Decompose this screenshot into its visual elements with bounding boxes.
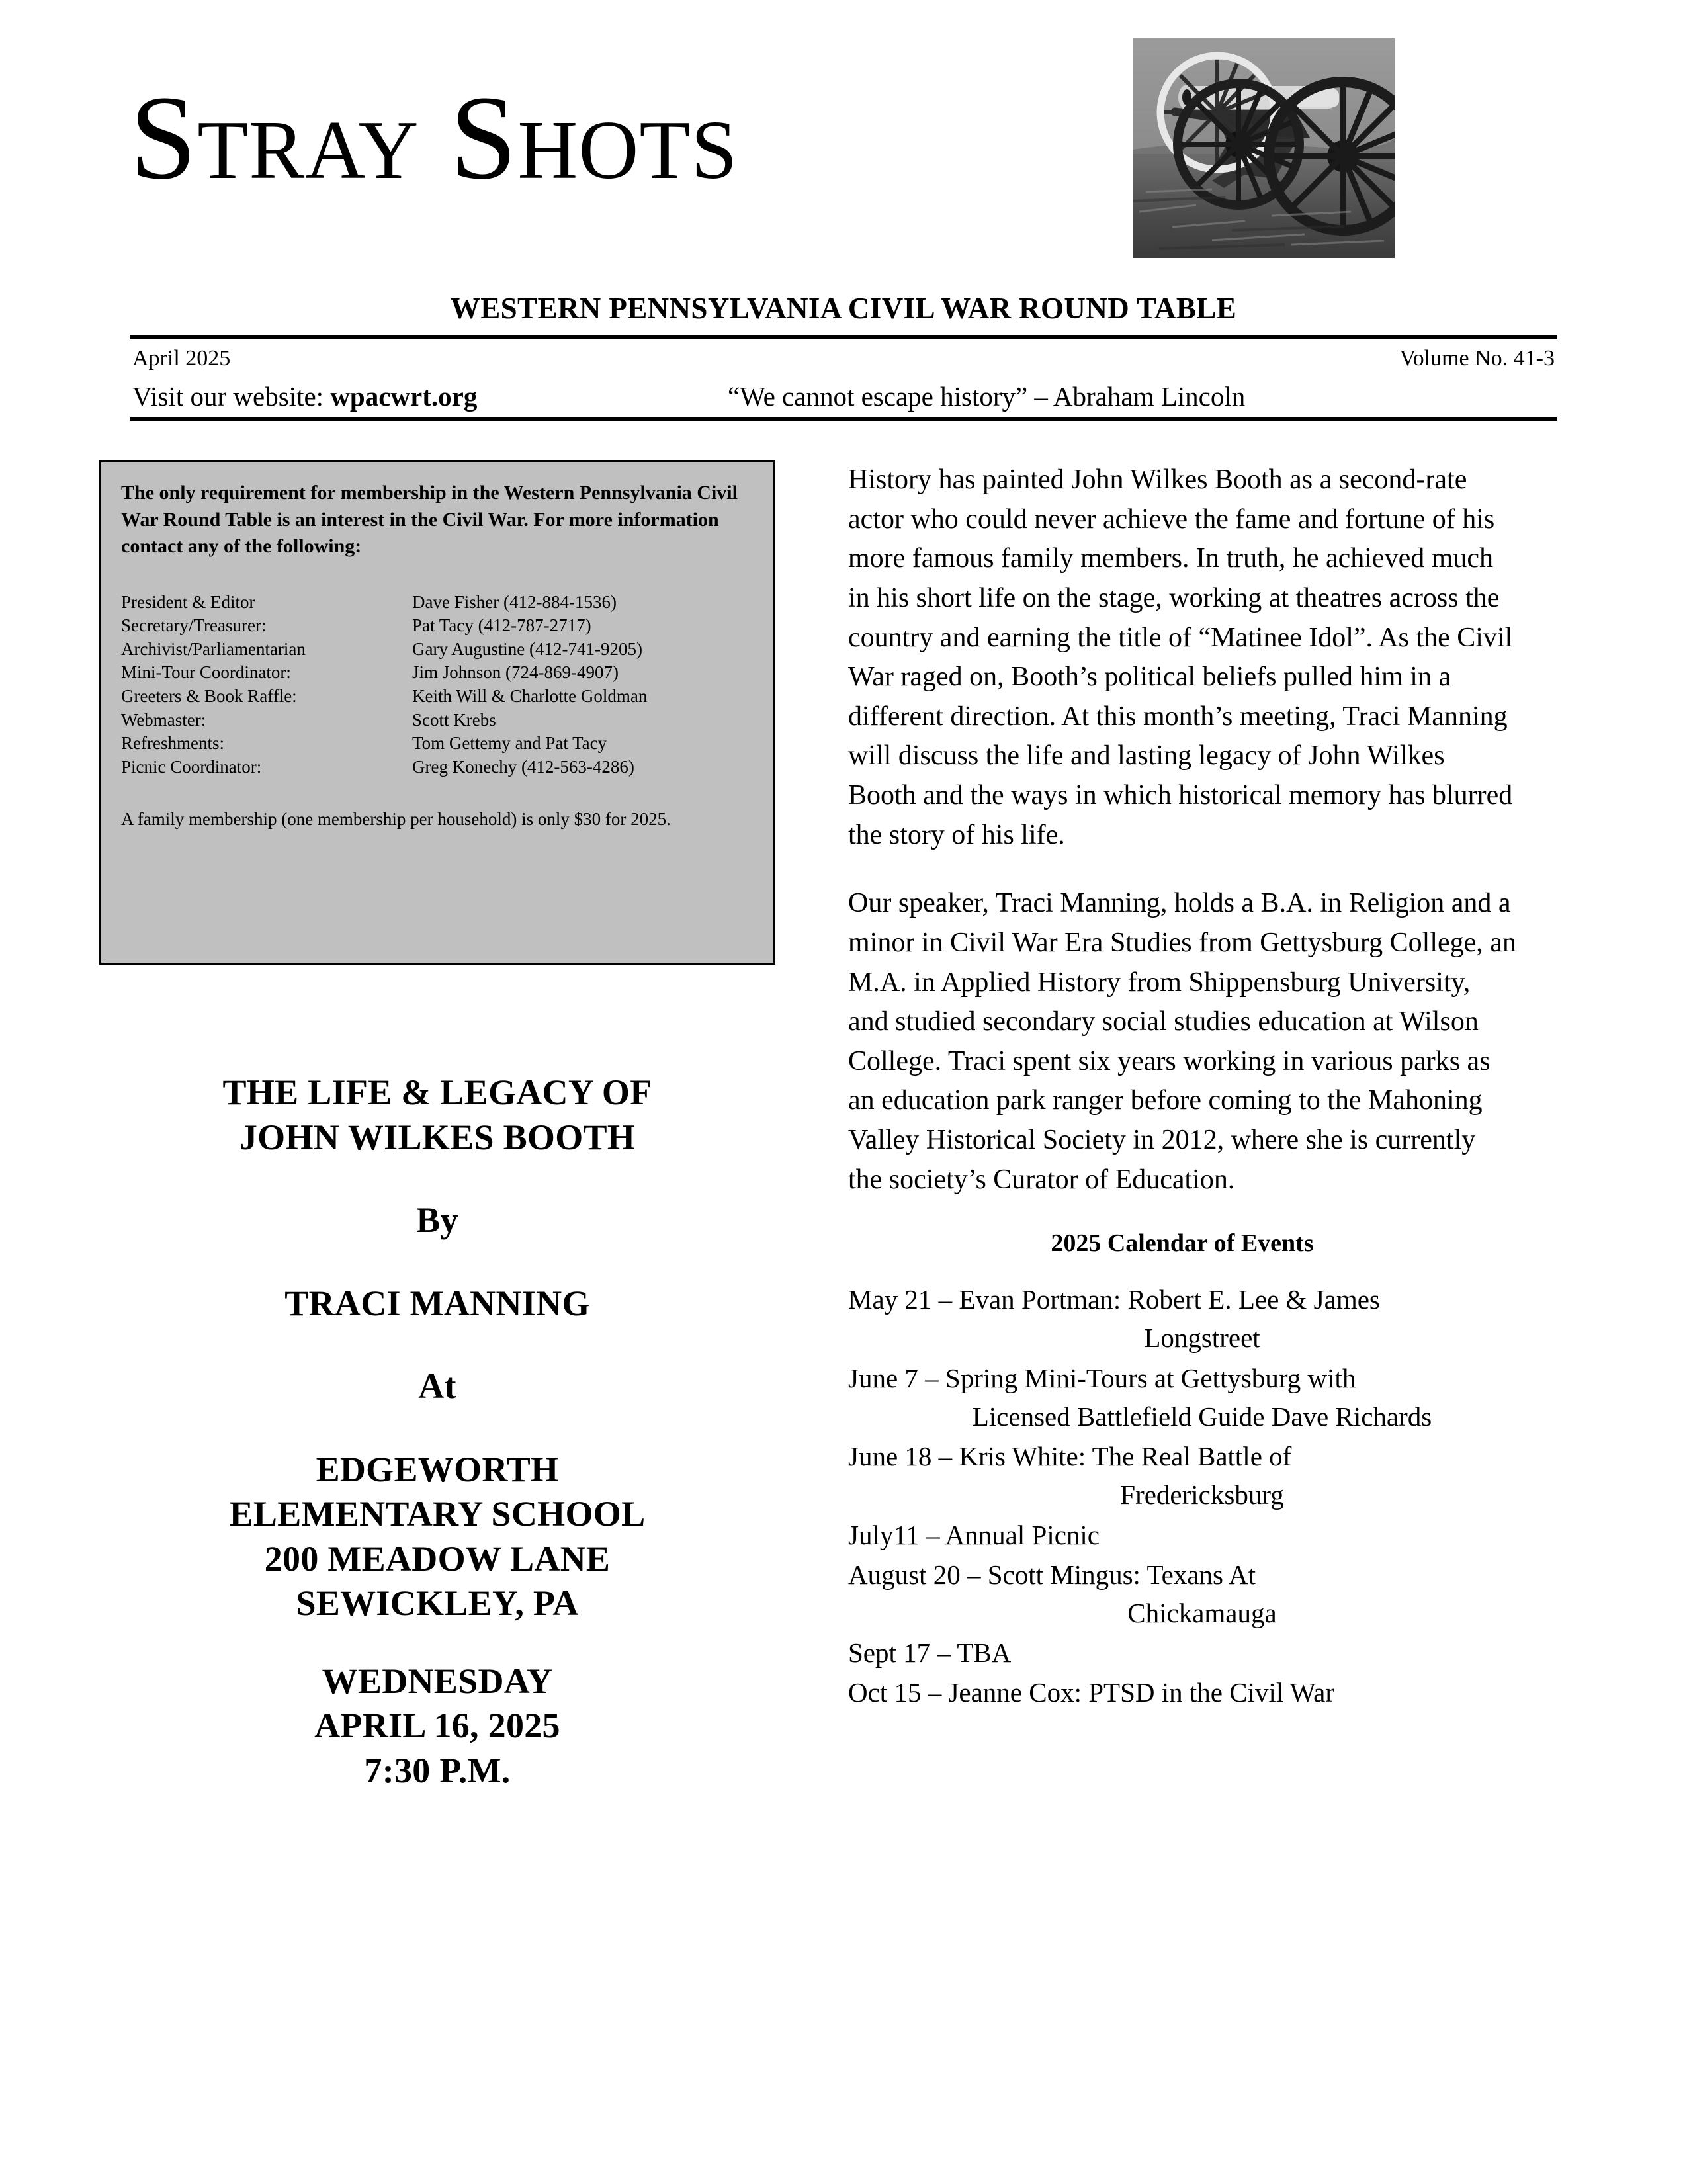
calendar-event-main: June 18 – Kris White: The Real Battle of [848, 1441, 1292, 1472]
list-item [848, 1516, 1516, 1554]
table-row [121, 638, 754, 662]
table-row [121, 661, 754, 685]
program-title-line2: JOHN WILKES BOOTH [239, 1117, 636, 1157]
title-cap-s2: S [450, 71, 518, 204]
body-columns [99, 460, 1588, 1793]
organization-name: WESTERN PENNSYLVANIA CIVIL WAR ROUND TABLE [450, 292, 1237, 325]
article-paragraph-1: History has painted John Wilkes Booth as a second-rate actor who could never achieve the fame and fortune of his more famous family members. In truth, he achieved much in his short life on the stage, working at theatres across the country and earning the title of “Matinee Idol”. As the Civil War raged on, Booth’s political beliefs pulled him in a different direction. At this month’s meeting, Traci Manning will discuss the life and lasting legacy of John Wilkes Booth and the ways in which historical memory has blurred the story of his life. [848, 464, 1513, 850]
by-label: By [416, 1200, 458, 1240]
website-line [132, 380, 477, 412]
at-label: At [418, 1366, 456, 1406]
calendar-event-cont: Chickamauga [1127, 1598, 1277, 1628]
table-row [121, 685, 754, 709]
calendar-event-main: June 7 – Spring Mini-Tours at Gettysburg with [848, 1362, 1356, 1393]
meeting-announcement [99, 1070, 775, 1793]
volume-number: Volume No. 41-3 [1399, 346, 1555, 371]
article-paragraph-2: Our speaker, Traci Manning, holds a B.A. in Religion and a minor in Civil War Era Studies from Gettysburg College, an M.A. in Applied History from Shippensburg University, and studied secondary social studies education at Wilson College. Traci spent six years working in various parks as an education park ranger before coming to the Mahoning Valley Historical Society in 2012, where she is currently the society’s Curator of Education. [848, 888, 1516, 1195]
header-rule-bottom [130, 417, 1557, 421]
officer-role: Webmaster: [121, 709, 206, 730]
list-item [848, 1437, 1516, 1514]
membership-fee-note: A family membership (one membership per household) is only $30 for 2025. [121, 808, 671, 829]
officer-person: Keith Will & Charlotte Goldman [412, 686, 648, 706]
calendar-event-main: Oct 15 – Jeanne Cox: PTSD in the Civil War [848, 1677, 1335, 1708]
title-cap-s1: S [130, 71, 198, 204]
officer-person: Tom Gettemy and Pat Tacy [412, 733, 607, 754]
title-rest-shots: HOTS [517, 105, 738, 197]
header-rule-top [130, 335, 1557, 339]
lincoln-quote: “We cannot escape history” – Abraham Lincoln [728, 381, 1246, 412]
membership-box [99, 460, 775, 965]
officer-role: Greeters & Book Raffle: [121, 686, 297, 706]
venue-line-1: EDGEWORTH [316, 1449, 559, 1489]
issue-date: April 2025 [132, 346, 231, 371]
officer-role: Archivist/Parliamentarian [121, 638, 306, 659]
list-item [848, 1634, 1516, 1672]
officer-person: Jim Johnson (724-869-4907) [412, 662, 619, 683]
list-item [848, 1280, 1516, 1357]
venue-line-2: ELEMENTARY SCHOOL [229, 1494, 646, 1534]
list-item [848, 1673, 1516, 1712]
table-row [121, 614, 754, 638]
officer-person: Greg Konechy (412-563-4286) [412, 756, 634, 777]
website-url[interactable]: wpacwrt.org [330, 381, 478, 412]
calendar-list [848, 1280, 1516, 1712]
website-quote-row [132, 380, 1555, 412]
table-row [121, 591, 754, 615]
calendar-event-main: August 20 – Scott Mingus: Texans At [848, 1559, 1256, 1590]
calendar-event-cont: Fredericksburg [1120, 1479, 1284, 1510]
calendar-event-cont: Longstreet [1144, 1323, 1260, 1354]
article-body [848, 460, 1516, 1200]
officer-role: Secretary/Treasurer: [121, 615, 267, 636]
civil-war-cannon-photo [1133, 38, 1395, 258]
officer-role: Mini-Tour Coordinator: [121, 662, 291, 683]
officer-role: Refreshments: [121, 733, 224, 754]
issue-info-row [132, 346, 1555, 371]
calendar-heading: 2025 Calendar of Events [1051, 1229, 1314, 1258]
officer-person: Pat Tacy (412-787-2717) [412, 615, 591, 636]
table-row [121, 732, 754, 756]
table-row [121, 709, 754, 732]
calendar-event-main: May 21 – Evan Portman: Robert E. Lee & James [848, 1284, 1380, 1315]
meeting-date: APRIL 16, 2025 [314, 1706, 560, 1745]
program-title-line1: THE LIFE & LEGACY OF [222, 1072, 652, 1112]
calendar-event-main: July11 – Annual Picnic [848, 1519, 1100, 1550]
left-column [99, 460, 775, 1793]
membership-intro: The only requirement for membership in the Western Pennsylvania Civil War Round Table is an interest in the Civil War. For more information contact any of the following: [121, 482, 738, 557]
officer-role: Picnic Coordinator: [121, 756, 262, 777]
masthead [0, 0, 1687, 284]
speaker-name: TRACI MANNING [284, 1283, 590, 1323]
calendar-event-cont: Licensed Battlefield Guide Dave Richards [972, 1401, 1432, 1432]
officers-table [121, 591, 754, 779]
officer-person: Scott Krebs [412, 709, 496, 730]
meeting-day: WEDNESDAY [322, 1661, 553, 1701]
list-item [848, 1359, 1516, 1436]
venue-line-3: 200 MEADOW LANE [264, 1538, 611, 1579]
list-item [848, 1555, 1516, 1632]
title-rest-stray: TRAY [197, 105, 419, 197]
officer-role: President & Editor [121, 591, 255, 612]
website-label: Visit our website: [132, 381, 331, 412]
officer-person: Dave Fisher (412-884-1536) [412, 591, 617, 612]
calendar-event-main: Sept 17 – TBA [848, 1638, 1012, 1669]
officer-person: Gary Augustine (412-741-9205) [412, 638, 642, 659]
meeting-time: 7:30 P.M. [364, 1750, 511, 1790]
right-column [848, 460, 1516, 1714]
venue-line-4: SEWICKLEY, PA [296, 1583, 579, 1623]
newsletter-title [130, 71, 738, 204]
table-row [121, 756, 754, 779]
